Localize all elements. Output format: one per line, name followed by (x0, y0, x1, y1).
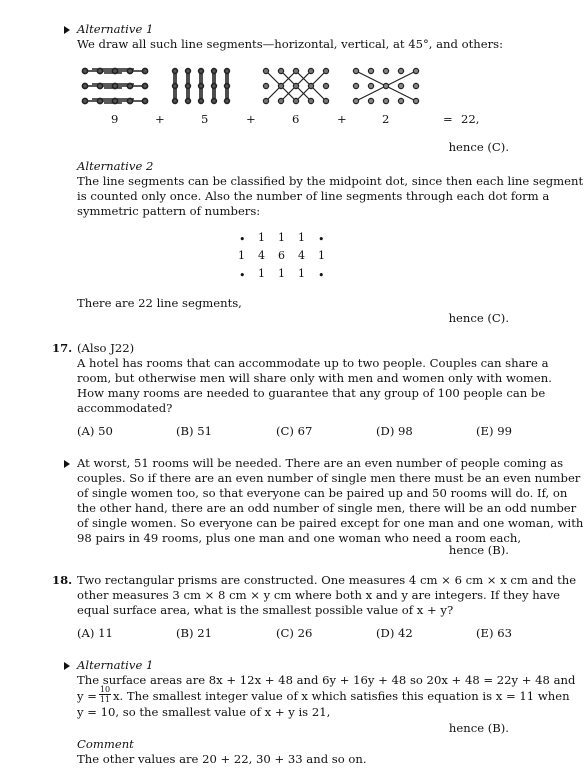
q17-option-a: (A) 50 (77, 424, 113, 438)
grid-number: 1 (258, 231, 265, 244)
alt2-line-3: symmetric pattern of numbers: (77, 204, 261, 218)
q17-solution-3: of single women too, so that everyone can be paired up and 50 rooms will do. If, on (77, 486, 568, 500)
q18-option-c: (C) 26 (276, 626, 313, 640)
plus-sign: + (337, 112, 347, 126)
q18-option-d: (D) 42 (376, 626, 413, 640)
q18-hence: hence (B). (448, 721, 509, 735)
q17-solution-6: 98 pairs in 49 rooms, plus one man and one woman who need a room each, (77, 531, 522, 545)
q18-alt-heading: Alternative 1 (77, 658, 154, 672)
grid-number: 4 (298, 249, 305, 262)
fraction (99, 685, 111, 704)
q18-line-3: equal surface area, what is the smallest possible value of x + y? (77, 603, 454, 617)
q17-line-1: A hotel has rooms that can accommodate up to two people. Couples can share a (77, 356, 549, 370)
fraction-numerator: 10 (99, 685, 111, 694)
total-count: 22, (461, 112, 480, 126)
q17-option-d: (D) 98 (376, 424, 413, 438)
q18-solution-1: The surface areas are 8x + 12x + 48 and 6y + 16y + 48 so 20x + 48 = 22y + 48 and (77, 673, 576, 687)
diagonal-segments-diagram (263, 68, 328, 103)
plus-sign: + (155, 112, 165, 126)
count-horizontal: 9 (111, 112, 119, 126)
q17-option-c: (C) 67 (276, 424, 313, 438)
grid-dot: • (239, 269, 246, 282)
q18-option-e: (E) 63 (476, 626, 512, 640)
q18-solution-3: y = 10, so the smallest value of x + y is 21, (77, 705, 331, 719)
alt2-hence: hence (C). (448, 311, 509, 325)
alt1-heading: Alternative 1 (77, 22, 154, 36)
q18-option-a: (A) 11 (77, 626, 113, 640)
grid-number: 4 (258, 249, 265, 262)
q17-tag: (Also J22) (77, 341, 135, 355)
q17-option-b: (B) 51 (176, 424, 213, 438)
q18-option-b: (B) 21 (176, 626, 213, 640)
alt2-line-2: is counted only once. Also the number of line segments through each dot form a (77, 189, 550, 203)
count-other: 2 (382, 112, 390, 126)
plus-sign: + (246, 112, 256, 126)
q18-line-1: Two rectangular prisms are constructed. One measures 4 cm × 6 cm × x cm and the (77, 573, 577, 587)
grid-number: 6 (278, 249, 285, 262)
grid-number: 1 (298, 231, 305, 244)
equals-sign: = (443, 112, 453, 126)
fraction-denominator: 11 (99, 695, 111, 704)
alt1-hence: hence (C). (448, 140, 509, 154)
grid-number: 1 (278, 267, 285, 280)
alt2-line-1: The line segments can be classified by the midpoint dot, since then each line segment (77, 174, 584, 188)
q18-solution-2-pre: y = (77, 689, 97, 703)
q18-number: 18. (52, 573, 73, 587)
other-segments-diagram (353, 68, 418, 103)
grid-dot: • (318, 269, 325, 282)
bullet-triangle-icon (64, 460, 70, 468)
alt1-text: We draw all such line segments—horizontal, vertical, at 45°, and others: (77, 37, 503, 51)
alt2-conclusion: There are 22 line segments, (77, 296, 242, 310)
count-diagonal: 6 (292, 112, 300, 126)
q17-solution-1: At worst, 51 rooms will be needed. There are an even number of people coming as (77, 456, 564, 470)
grid-number: 1 (318, 249, 325, 262)
grid-dot: • (239, 233, 246, 246)
vertical-segments-diagram (173, 69, 230, 104)
alt2-heading: Alternative 2 (77, 159, 154, 173)
q17-line-2: room, but otherwise men will share only with men and women only with women. (77, 371, 552, 385)
grid-number: 1 (258, 267, 265, 280)
q17-number: 17. (52, 341, 73, 355)
bullet-triangle-icon (64, 662, 70, 670)
grid-number: 1 (298, 267, 305, 280)
q18-comment: The other values are 20 + 22, 30 + 33 and so on. (77, 752, 367, 766)
q17-option-e: (E) 99 (476, 424, 512, 438)
grid-number: 1 (238, 249, 245, 262)
q17-line-4: accommodated? (77, 401, 173, 415)
q18-comment-heading: Comment (77, 737, 134, 751)
line-segment-diagrams (78, 62, 428, 112)
q17-solution-4: the other hand, there are an odd number of single men, there will be an odd number (77, 501, 577, 515)
grid-dot: • (318, 233, 325, 246)
q18-line-2: other measures 3 cm × 8 cm × y cm where both x and y are integers. If they have (77, 588, 560, 602)
horizontal-segments-diagram (82, 68, 148, 103)
q17-solution-5: of single women. So everyone can be paired except for one man and one woman, with (77, 516, 584, 530)
count-vertical: 5 (201, 112, 209, 126)
grid-number: 1 (278, 231, 285, 244)
q18-solution-2-post: x. The smallest integer value of x which satisfies this equation is x = 11 when (113, 689, 570, 703)
bullet-triangle-icon (64, 26, 70, 34)
q17-hence: hence (B). (448, 543, 509, 557)
q17-solution-2: couples. So if there are an even number of single men there must be an even number (77, 471, 581, 485)
q17-line-3: How many rooms are needed to guarantee that any group of 100 people can be (77, 386, 546, 400)
